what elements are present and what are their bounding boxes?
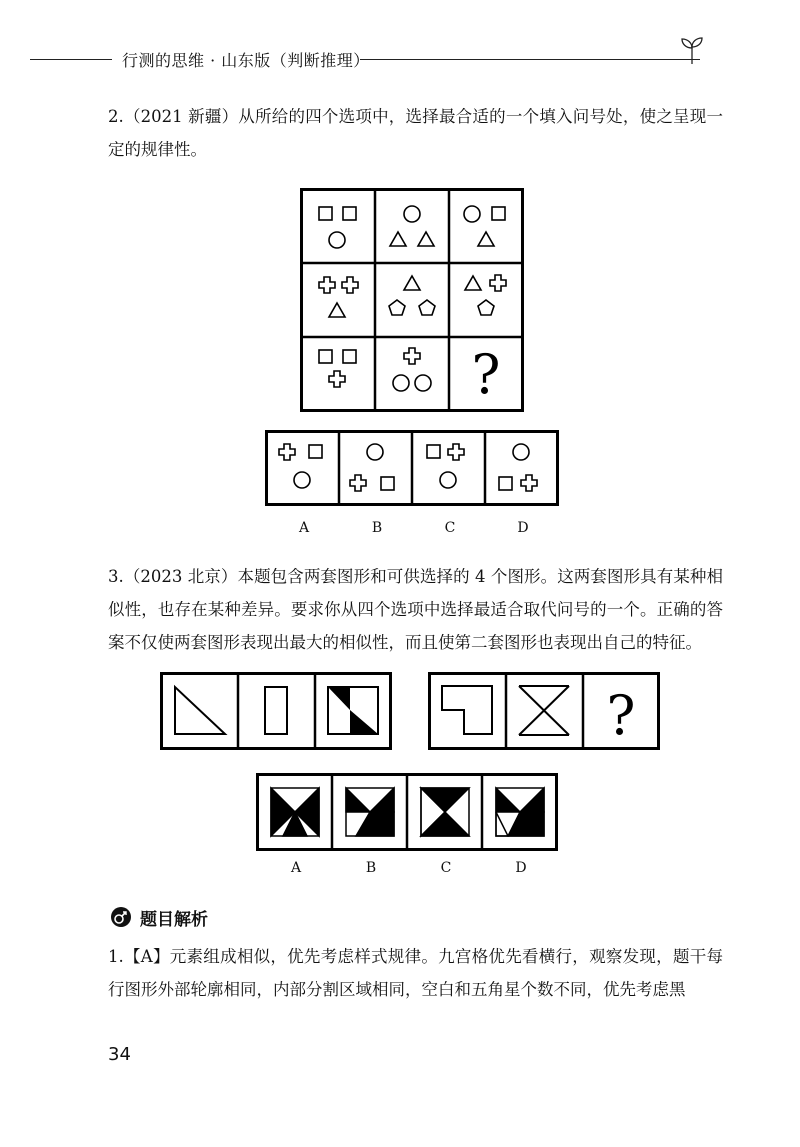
q2-option-a-label[interactable]: A xyxy=(298,520,310,536)
question-3-text: 3.（2023 北京）本题包含两套图形和可供选择的 4 个图形。这两套图形具有某种相似性，也存在某种差异。要求你从四个选项中选择最适合取代问号的一个。正确的答案不仅使两套图形表现出最大的相似性，而且使第二套图形也表现出自己的特征。 xyxy=(108,567,723,652)
header-rule-left xyxy=(30,59,112,60)
q3-option-c-label[interactable]: C xyxy=(440,860,452,876)
question-2-text: 2.（2021 新疆）从所给的四个选项中，选择最合适的一个填入问号处，使之呈现一定的规律性。 xyxy=(108,107,723,159)
q3-option-a-label[interactable]: A xyxy=(290,860,302,876)
q2-option-b-label[interactable]: B xyxy=(371,520,383,536)
analysis-icon xyxy=(110,906,132,928)
sprout-icon xyxy=(678,36,706,66)
q3-options-strip xyxy=(256,773,558,851)
q3-set-2 xyxy=(428,672,660,750)
header-rule-right xyxy=(360,59,700,60)
analysis-text: 1.【A】元素组成相似，优先考虑样式规律。九宫格优先看横行，观察发现，题干每行图形外部轮廓相同，内部分割区域相同，空白和五角星个数不同，优先考虑黑 xyxy=(108,947,723,999)
analysis-heading: 题目解析 xyxy=(140,910,208,930)
q3-option-d-label[interactable]: D xyxy=(515,860,527,876)
q2-options-strip xyxy=(265,430,559,506)
page-header xyxy=(30,44,700,74)
q2-question-mark: ? xyxy=(471,343,501,406)
page-number: 34 xyxy=(108,1044,131,1065)
q2-option-d-label[interactable]: D xyxy=(517,520,529,536)
q3-set-1 xyxy=(160,672,392,750)
q2-nine-grid xyxy=(300,188,524,412)
q2-option-c-label[interactable]: C xyxy=(444,520,456,536)
q3-question-mark: ? xyxy=(606,684,636,747)
header-title: 行测的思维 · 山东版（判断推理） xyxy=(122,51,370,70)
q3-option-b-label[interactable]: B xyxy=(365,860,377,876)
